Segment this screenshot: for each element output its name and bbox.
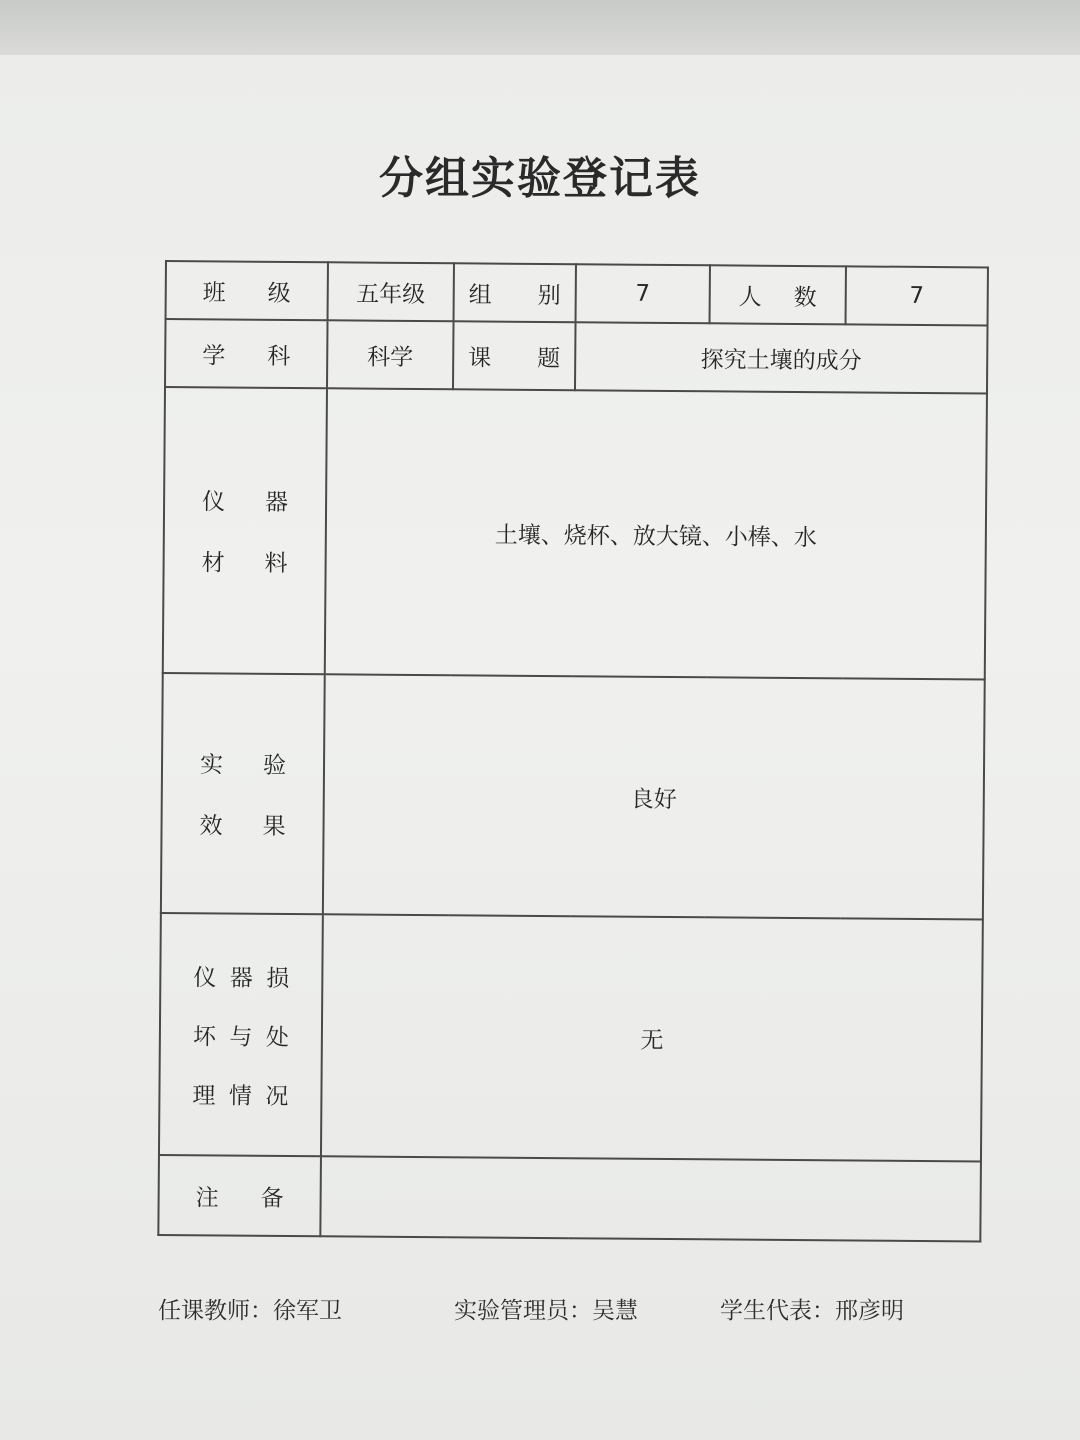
- people-value: 7: [846, 266, 988, 325]
- notes-label: 注 备: [158, 1155, 321, 1236]
- materials-value: 土壤、烧杯、放大镜、小棒、水: [325, 388, 987, 679]
- group-label: 组 别: [454, 263, 576, 322]
- page-title: 分组实验登记表: [379, 153, 701, 204]
- damage-label: 仪 器 损 坏 与 处 理 情 况: [159, 913, 323, 1156]
- people-label: 人 数: [710, 265, 846, 324]
- table-row: [159, 913, 983, 1161]
- table-row: [158, 1155, 981, 1241]
- signature-footer: [158, 1292, 918, 1325]
- effect-value: 良好: [323, 674, 985, 919]
- materials-label: 仪 器 材 料: [163, 387, 327, 674]
- subject-value: 科学: [327, 320, 454, 389]
- notes-value: [320, 1156, 981, 1241]
- table-row: [163, 387, 987, 679]
- registration-table: [157, 260, 989, 1242]
- teacher-name: 任课教师：徐军卫: [158, 1298, 342, 1324]
- table-row: [161, 673, 985, 919]
- group-value: 7: [576, 264, 710, 323]
- lab-manager-name: 实验管理员：吴慧: [454, 1298, 638, 1324]
- damage-value: 无: [321, 914, 983, 1161]
- effect-label: 实 验 效 果: [161, 673, 325, 914]
- table-row: [166, 261, 988, 325]
- screen-top-edge: [0, 0, 1080, 55]
- subject-label: 学 科: [165, 319, 328, 388]
- class-label: 班 级: [166, 261, 328, 320]
- table-row: [165, 319, 988, 393]
- student-representative-name: 学生代表：邢彦明: [720, 1298, 904, 1324]
- topic-label: 课 题: [453, 321, 576, 390]
- topic-value: 探究土壤的成分: [575, 322, 988, 393]
- class-value: 五年级: [328, 262, 454, 321]
